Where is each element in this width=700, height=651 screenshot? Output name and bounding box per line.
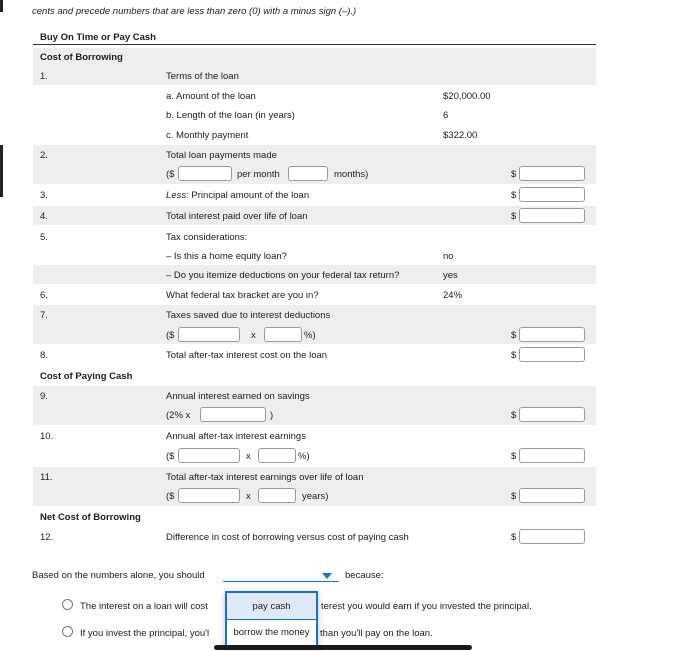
row-number: 1. [40,71,48,82]
close-paren-label: ) [270,410,274,421]
after-tax-earnings-label: Annual after-tax interest earnings [166,431,306,442]
difference-label: Difference in cost of borrowing versus cost of paying cash [166,532,409,543]
annual-interest-label: Annual interest earned on savings [166,391,310,402]
reason-1-text-start[interactable]: The interest on a loan will cost [80,601,208,612]
open-paren-label: ($ [166,169,175,180]
principal-text: Principal amount of the loan [191,190,310,201]
itemize-question: – Do you itemize deductions on your federal tax return? [166,270,400,281]
dropdown-menu [225,591,318,647]
taxes-saved-input[interactable] [519,327,585,342]
reason-radio-1[interactable] [62,599,73,610]
total-earnings-label: Total after-tax interest earnings over life of loan [166,472,364,483]
total-interest-input[interactable] [519,208,585,223]
reason-2-text-end[interactable]: than you'll pay on the loan. [320,628,433,639]
principal-input[interactable] [519,187,585,202]
per-month-label: per month [237,169,280,180]
times-label: x [251,330,256,341]
months-input[interactable] [288,166,328,181]
open-paren-label: ($ [166,491,175,502]
row-number: 4. [40,211,48,222]
section-cost-of-borrowing: Cost of Borrowing [40,52,123,63]
total-payments-label: Total loan payments made [166,150,277,161]
currency-sign: $ [511,350,517,361]
row-number: 11. [40,472,53,483]
row-number: 5. [40,232,48,243]
loan-amount-label: a. Amount of the loan [166,91,256,102]
times-label: x [246,491,251,502]
open-paren-label: ($ [166,330,175,341]
tax-bracket-value: 24% [443,290,463,301]
years-label: years) [302,491,329,502]
loan-amount-value: $20,000.00 [443,91,491,102]
difference-input[interactable] [519,529,585,544]
currency-sign: $ [511,410,517,421]
monthly-payment-value: $322.00 [443,130,478,141]
months-label: months) [334,169,369,180]
currency-sign: $ [511,491,517,502]
interest-earned-input[interactable] [178,448,240,463]
option-pay-cash[interactable]: pay cash [227,593,316,620]
tax-bracket-label: What federal tax bracket are you in? [166,290,319,301]
annual-interest-input[interactable] [519,407,585,422]
reason-2-text-start[interactable]: If you invest the principal, you'l [80,628,210,639]
after-tax-cost-label: Total after-tax interest cost on the loan [166,350,328,361]
percent-close-label: %) [298,451,310,462]
total-earnings-input[interactable] [519,488,585,503]
home-equity-question: – Is this a home equity loan? [166,251,287,262]
reason-1-text-end[interactable]: terest you would earn if you invested the principal. [321,601,532,612]
loan-terms-label: Terms of the loan [166,71,239,82]
row-number: 3. [40,190,48,201]
rate-prefix-label: (2% x [166,410,191,421]
interest-amount-input[interactable] [178,327,240,342]
itemize-answer: yes [443,270,458,281]
row-number: 8. [40,350,48,361]
percent-close-label: %) [304,330,316,341]
principal-label [166,190,309,201]
left-edge-mark [0,0,3,12]
chevron-down-icon[interactable] [322,573,332,579]
title-divider [33,44,596,45]
row-number: 2. [40,150,48,161]
worksheet-title: Buy On Time or Pay Cash [40,32,156,43]
row-number: 9. [40,391,48,402]
conclusion-suffix: because: [345,570,384,581]
row-number: 10. [40,431,54,442]
loan-length-label: b. Length of the loan (in years) [166,110,295,121]
after-tax-earnings-input[interactable] [519,448,585,463]
section-cost-of-paying-cash: Cost of Paying Cash [40,371,133,382]
monthly-payment-input[interactable] [178,166,232,181]
taxes-saved-label: Taxes saved due to interest deductions [166,310,331,321]
after-tax-cost-input[interactable] [519,347,585,362]
conclusion-prefix: Based on the numbers alone, you should [32,570,205,581]
left-edge-mark [0,145,3,197]
row-band [33,66,596,85]
tax-considerations-label: Tax considerations: [166,232,248,243]
currency-sign: $ [511,330,517,341]
reason-radio-2[interactable] [62,626,73,637]
loan-length-value: 6 [443,110,449,121]
currency-sign: $ [511,169,517,180]
years-input[interactable] [258,488,296,503]
currency-sign: $ [511,190,517,201]
currency-sign: $ [511,211,517,222]
instructions-text: cents and precede numbers that are less than zero (0) with a minus sign (–).) [32,6,357,17]
annual-earnings-input[interactable] [178,488,240,503]
less-prefix: Less: [166,190,189,201]
after-tax-rate-input[interactable] [258,448,296,463]
row-number: 6. [40,290,48,301]
horizontal-scrollbar[interactable] [214,645,472,650]
home-equity-answer: no [443,251,454,262]
row-number: 12. [40,532,54,543]
savings-amount-input[interactable] [200,407,266,422]
tax-rate-input[interactable] [264,327,302,342]
total-interest-label: Total interest paid over life of loan [166,211,308,222]
section-net-cost: Net Cost of Borrowing [40,512,141,523]
decision-dropdown[interactable] [223,581,339,582]
total-payments-input[interactable] [519,166,585,181]
row-number: 7. [40,310,48,321]
monthly-payment-label: c. Monthly payment [166,130,249,141]
option-borrow-the-money[interactable]: borrow the money [233,627,310,638]
currency-sign: $ [511,532,517,543]
currency-sign: $ [511,451,517,462]
times-label: x [246,451,251,462]
open-paren-label: ($ [166,451,175,462]
